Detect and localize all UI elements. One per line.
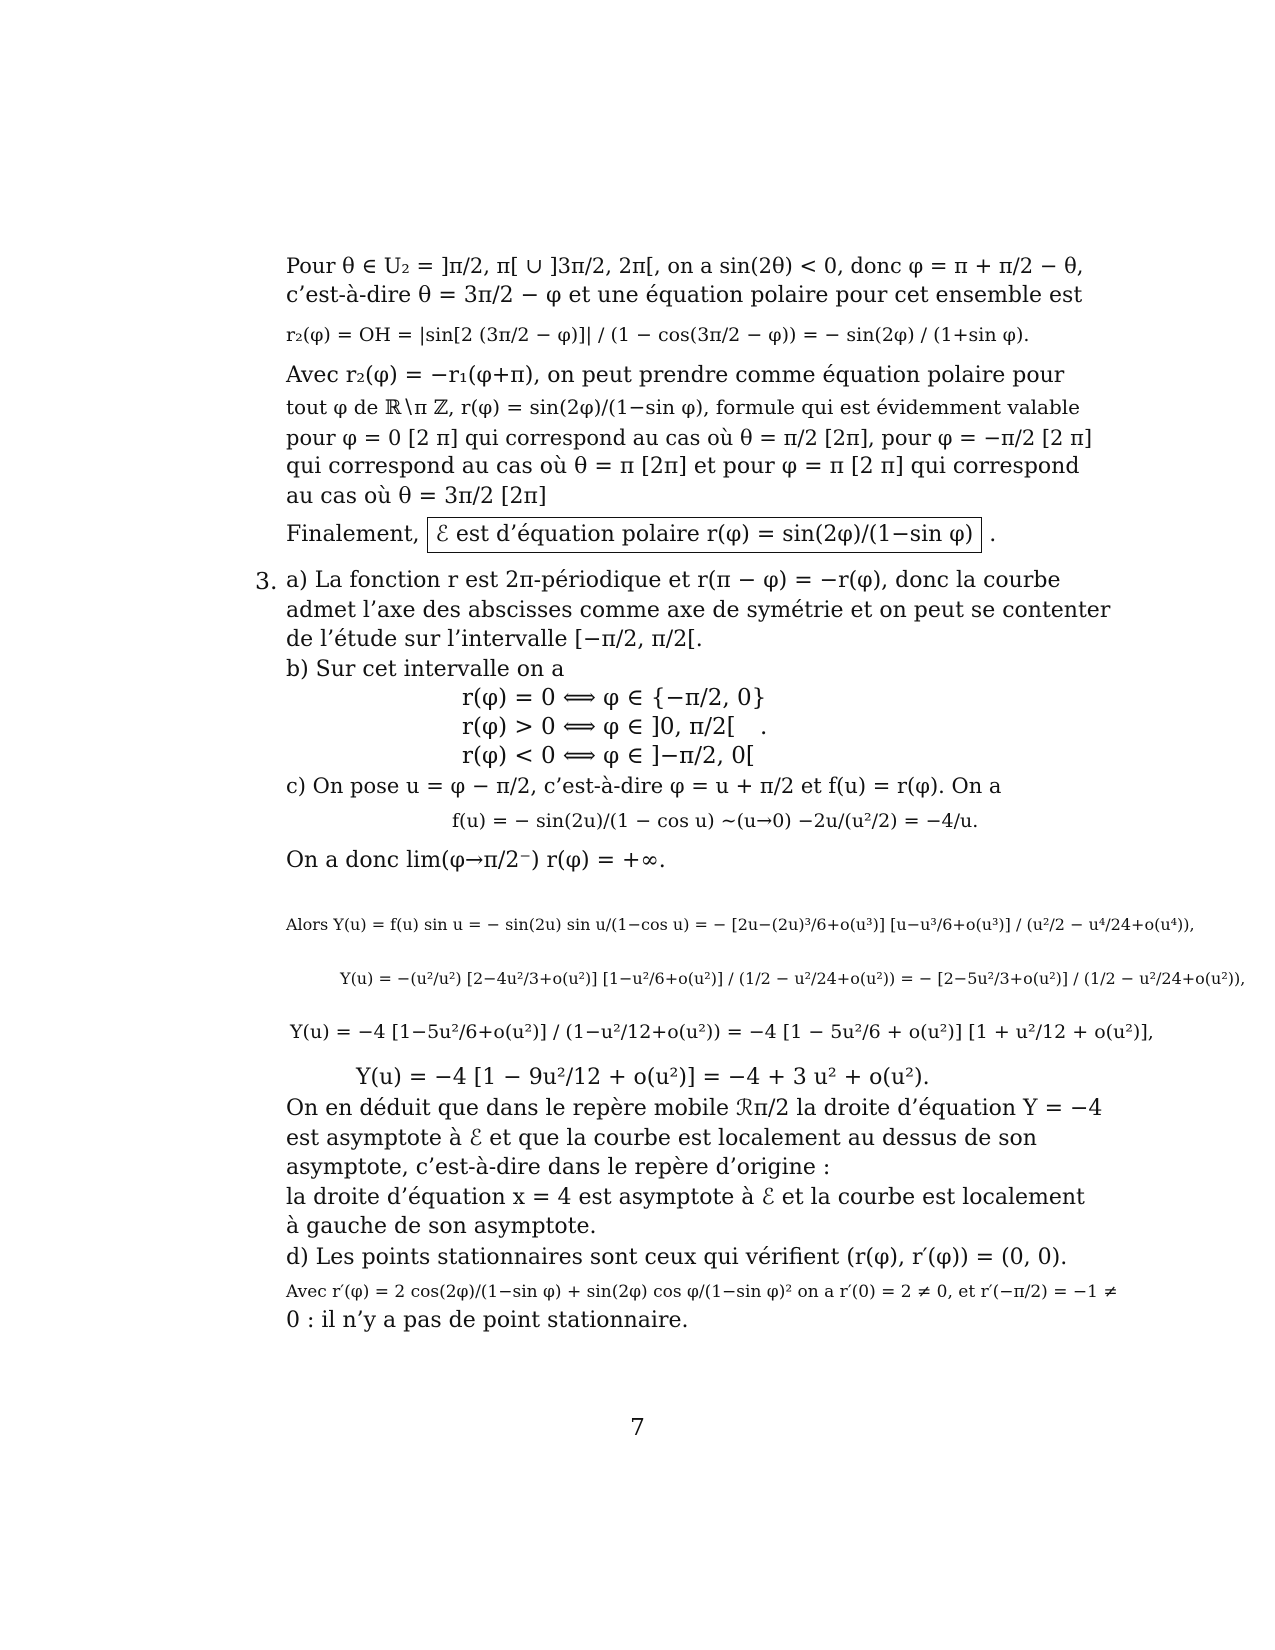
text-line-8: au cas où θ = 3π/2 [2π] [286,484,547,509]
expansion-Y-3: Y(u) = −4 [1−5u²/6+o(u²)] / (1−u²/12+o(u²)) = −4 [1 − 5u²/6 + o(u²)] [1 + u²/12 + o(u²)], [290,1021,1154,1043]
page-number: 7 [630,1413,645,1441]
part-d-line-2: Avec r′(φ) = 2 cos(2φ)/(1−sin φ) + sin(2φ) cos φ/(1−sin φ)² on a r′(0) = 2 ≠ 0, et r′(−π/2) = −1 ≠ [286,1282,1118,1302]
item-number-3: 3. [255,567,278,595]
part-a-line-1: a) La fonction r est 2π-périodique et r(π − φ) = −r(φ), donc la courbe [286,568,1061,593]
final-result-line [286,517,996,553]
text-line-4: Avec r₂(φ) = −r₁(φ+π), on peut prendre comme équation polaire pour [286,363,1065,388]
text-line-7: qui correspond au cas où θ = π [2π] et pour φ = π [2 π] qui correspond [286,454,1080,479]
part-a-line-2: admet l’axe des abscisses comme axe de symétrie et on peut se contenter [286,598,1111,623]
sign-equation-2: r(φ) > 0 ⟺ φ ∈ ]0, π/2[ [462,714,736,740]
part-c-line-1: c) On pose u = φ − π/2, c’est-à-dire φ = u + π/2 et f(u) = r(φ). On a [286,774,1002,798]
equation-f-equivalent: f(u) = − sin(2u)/(1 − cos u) ∼(u→0) −2u/(u²/2) = −4/u. [452,810,979,832]
expansion-Y-1: Alors Y(u) = f(u) sin u = − sin(2u) sin u/(1−cos u) = − [2u−(2u)³/6+o(u³)] [u−u³/6+o(u³)] / (u²/2 − u⁴/24+o(u⁴)), [286,915,1195,934]
sign-equation-3: r(φ) < 0 ⟺ φ ∈ ]−π/2, 0[ [462,743,755,769]
text-line-6: pour φ = 0 [2 π] qui correspond au cas où θ = π/2 [2π], pour φ = −π/2 [2 π] [286,426,1093,450]
sign-system-dot: . [760,714,768,740]
limit-line: On a donc lim(φ→π/2⁻) r(φ) = +∞. [286,848,666,873]
part-d-line-3: 0 : il n’y a pas de point stationnaire. [286,1308,689,1333]
sign-equation-1: r(φ) = 0 ⟺ φ ∈ {−π/2, 0} [462,685,767,711]
text-line-2: c’est-à-dire θ = 3π/2 − φ et une équation polaire pour cet ensemble est [286,283,1083,308]
conclusion-line-2: est asymptote à ℰ et que la courbe est localement au dessus de son [286,1126,1037,1151]
expansion-Y-2: Y(u) = −(u²/u²) [2−4u²/3+o(u²)] [1−u²/6+o(u²)] / (1/2 − u²/24+o(u²)) = − [2−5u²/3+o(u²)] / (1/2 − u²/24+o(u²)), [340,969,1246,988]
boxed-result: ℰ est d’équation polaire r(φ) = sin(2φ)/(1−sin φ) [427,517,983,553]
part-a-line-3: de l’étude sur l’intervalle [−π/2, π/2[. [286,627,703,652]
equation-r2: r₂(φ) = OH = |sin[2 (3π/2 − φ)]| / (1 − cos(3π/2 − φ)) = − sin(2φ) / (1+sin φ). [286,324,1030,346]
conclusion-line-4: la droite d’équation x = 4 est asymptote à ℰ et la courbe est localement [286,1185,1085,1210]
conclusion-line-3: asymptote, c’est-à-dire dans le repère d’origine : [286,1155,831,1180]
part-b-line-1: b) Sur cet intervalle on a [286,657,565,682]
text-line-5: tout φ de ℝ∖π ℤ, r(φ) = sin(2φ)/(1−sin φ), formule qui est évidemment valable [286,395,1081,419]
conclusion-line-1: On en déduit que dans le repère mobile ℛπ/2 la droite d’équation Y = −4 [286,1096,1103,1121]
conclusion-line-5: à gauche de son asymptote. [286,1214,597,1239]
text-line-1: Pour θ ∈ U₂ = ]π/2, π[ ∪ ]3π/2, 2π[, on a sin(2θ) < 0, donc φ = π + π/2 − θ, [286,254,1084,278]
final-prefix: Finalement, [286,522,420,547]
expansion-Y-4: Y(u) = −4 [1 − 9u²/12 + o(u²)] = −4 + 3 u² + o(u²). [356,1065,930,1090]
final-suffix: . [989,522,997,547]
part-d-line-1: d) Les points stationnaires sont ceux qui vérifient (r(φ), r′(φ)) = (0, 0). [286,1245,1068,1270]
